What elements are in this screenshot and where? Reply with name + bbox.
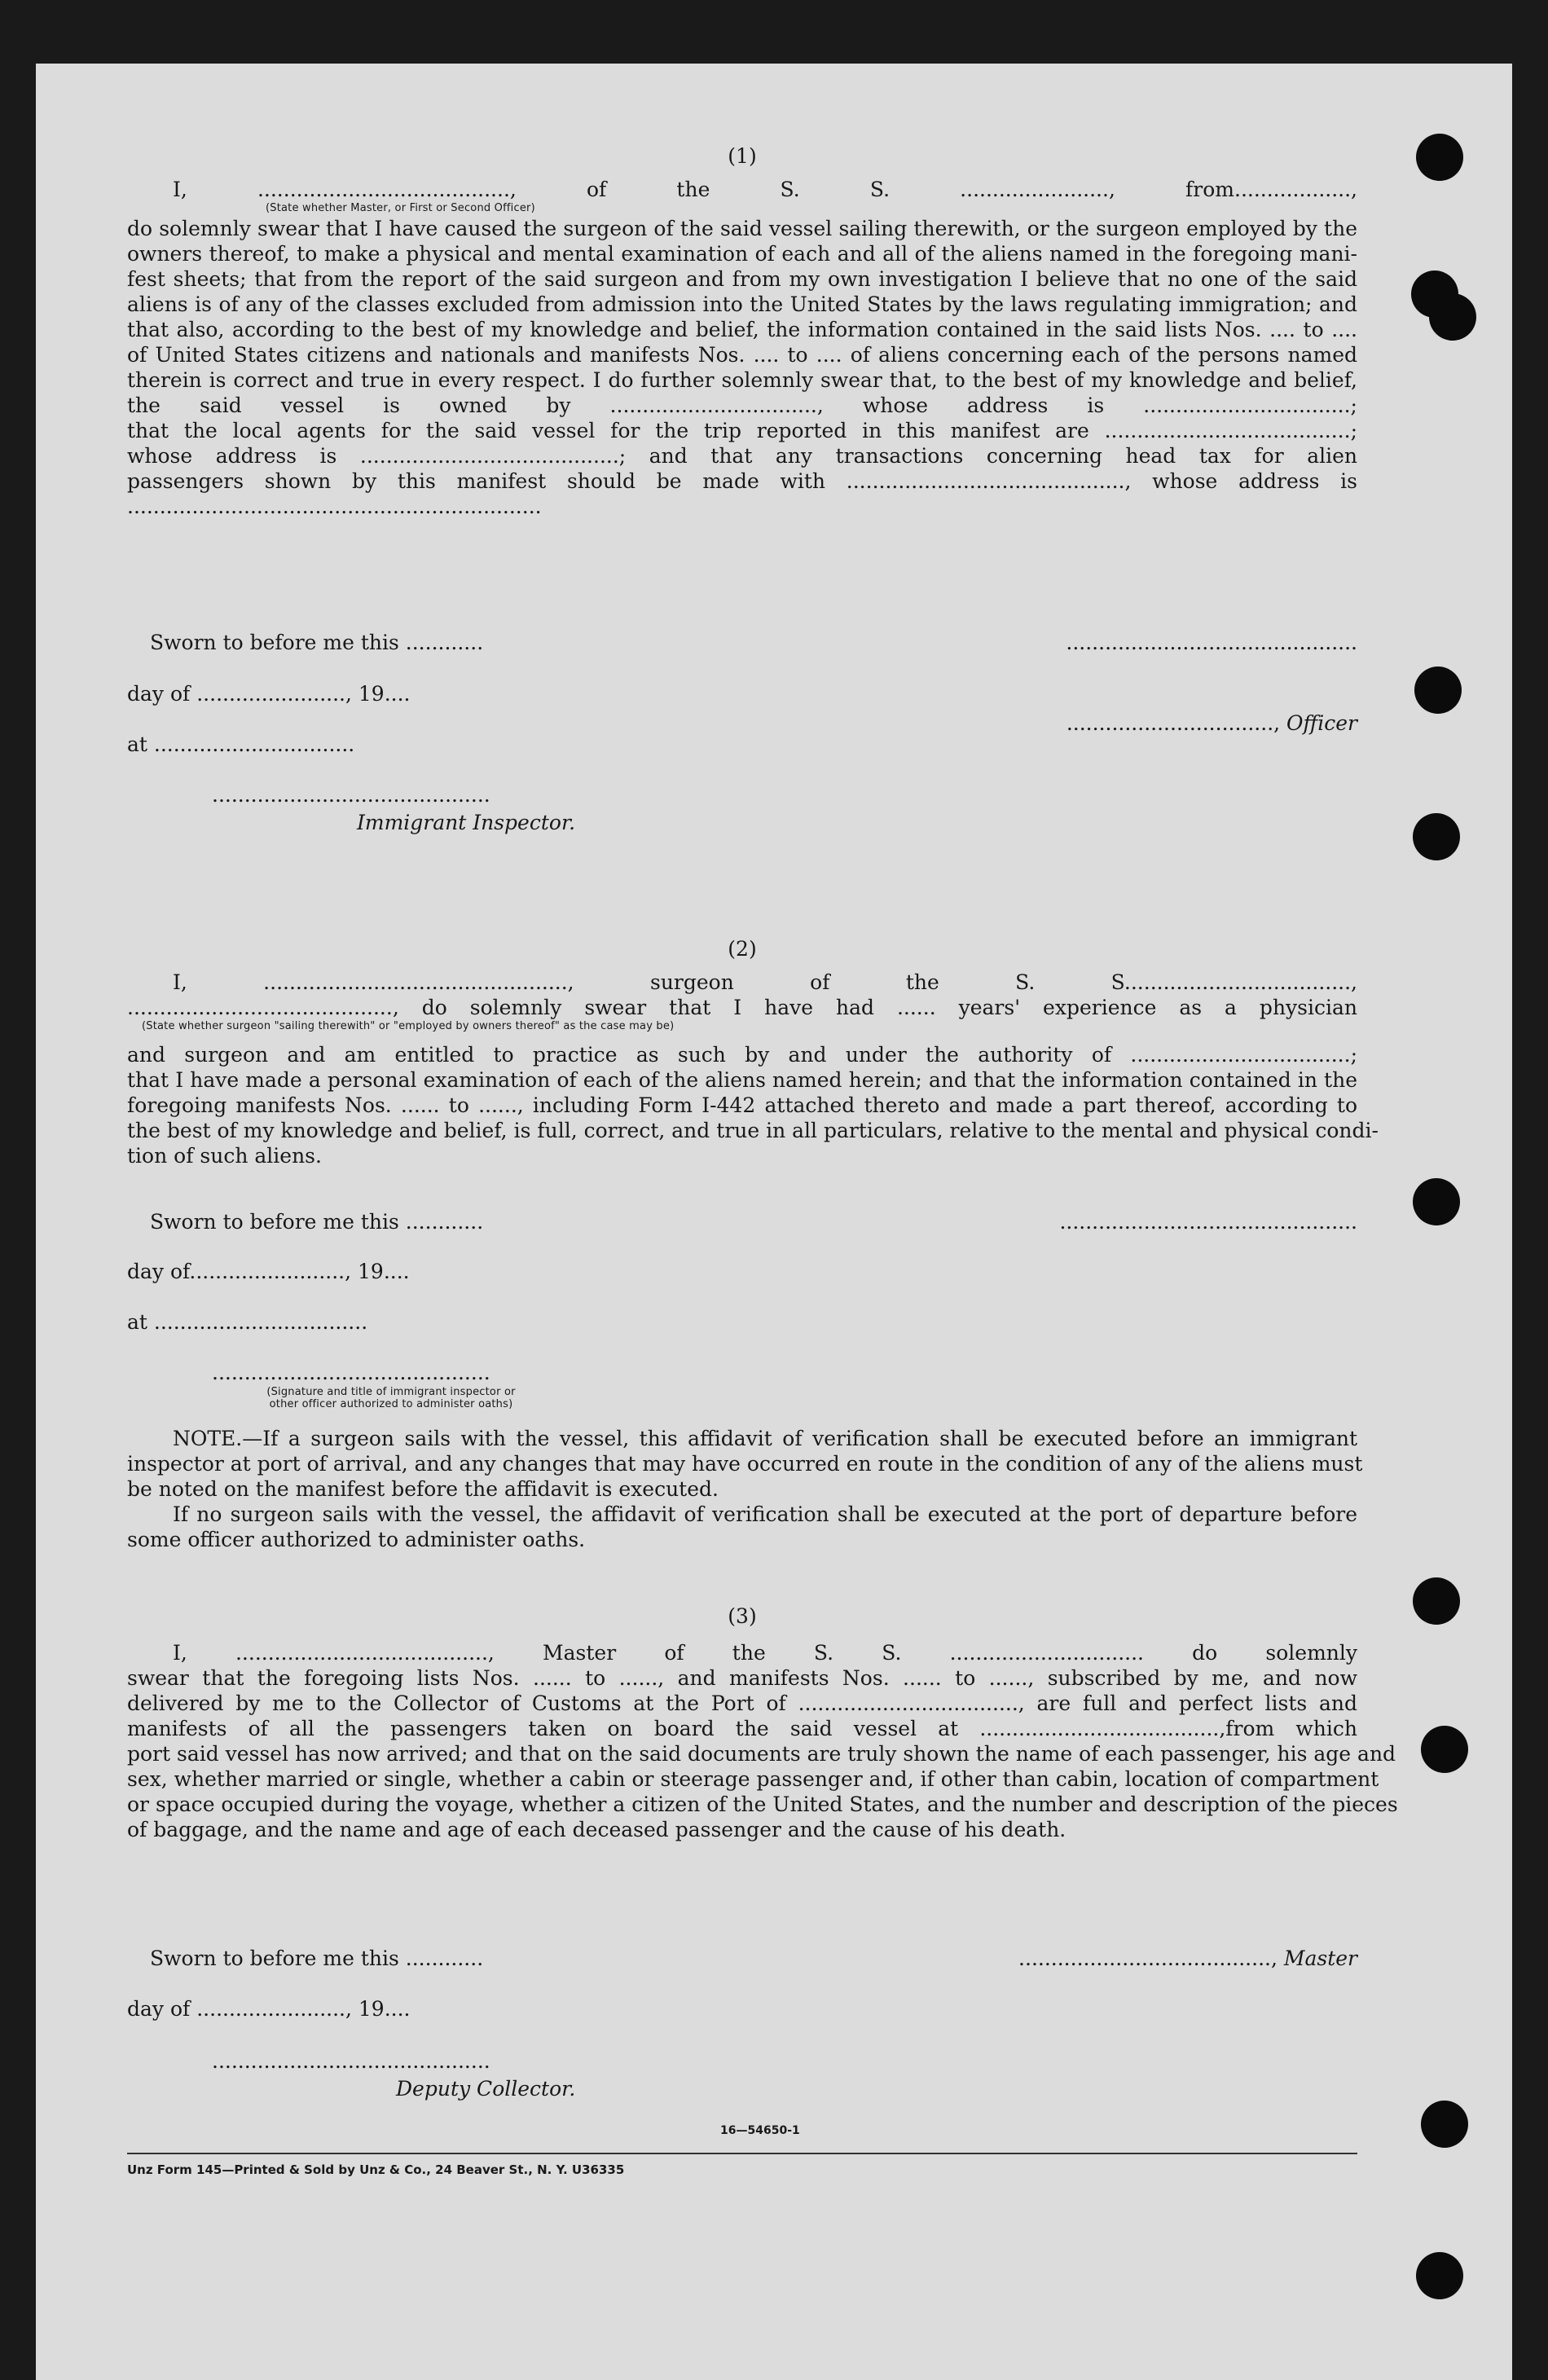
- section-1: [127, 143, 1357, 834]
- body-line: that I have made a personal examination of each of the aliens named herein; and that the information contained in the: [127, 1068, 1357, 1092]
- signature-line: ..............................................: [1059, 1210, 1357, 1234]
- binder-hole: [1414, 666, 1462, 714]
- day-line: day of ......................., 19....: [127, 1997, 411, 2021]
- section-3: [127, 1604, 1398, 2137]
- body-line: delivered by me to the Collector of Customs at the Port of .................................., are full and perfect lists and: [127, 1692, 1357, 1715]
- note-line: NOTE.—If a surgeon sails with the vessel, this affidavit of verification shall be executed before an immigrant: [173, 1427, 1357, 1450]
- body-line: do solemnly swear that I have caused the surgeon of the said vessel sailing therewith, or the surgeon employed by the: [127, 217, 1357, 240]
- body-line: the said vessel is owned by ................................, whose address is ................................;: [127, 394, 1357, 417]
- signature-caption: other officer authorized to administer oaths): [269, 1398, 513, 1410]
- sworn-line: Sworn to before me this ............: [150, 631, 484, 654]
- section-number: (3): [728, 1604, 757, 1628]
- footer-rule: [127, 2153, 1357, 2154]
- note-line: be noted on the manifest before the affidavit is executed.: [127, 1477, 719, 1501]
- body-line: manifests of all the passengers taken on board the said vessel at .....................................,from which: [127, 1717, 1357, 1740]
- body-line: tion of such aliens.: [127, 1144, 322, 1168]
- master-line: I, ......................................., of the S. S. ......................., from..................,: [173, 178, 1357, 201]
- body-line: the best of my knowledge and belief, is full, correct, and true in all particulars, relative to the mental and physical condi-: [127, 1119, 1379, 1142]
- binder-hole: [1413, 1178, 1460, 1225]
- at-line: at ...............................: [127, 732, 355, 756]
- signature-line: .............................................: [1066, 631, 1357, 654]
- body-line: whose address is ........................................; and that any transactions concerning head tax for alien: [127, 444, 1357, 468]
- inspector-signature-line: ...........................................: [212, 1361, 490, 1384]
- inspector-signature-line: ...........................................: [212, 783, 490, 807]
- binder-hole: [1421, 2101, 1468, 2148]
- field-caption: (State whether Master, or First or Second Officer): [266, 202, 535, 214]
- body-line: foregoing manifests Nos. ...... to ......, including Form I-442 attached thereto and made a part thereof, according to: [127, 1093, 1357, 1117]
- binder-hole: [1416, 2252, 1463, 2299]
- body-line: owners thereof, to make a physical and mental examination of each and all of the aliens named in the foregoing mani-: [127, 242, 1357, 266]
- field-caption: (State whether surgeon "sailing therewith" or "employed by owners thereof" as the case may be): [142, 1020, 675, 1032]
- body-line: swear that the foregoing lists Nos. ...... to ......, and manifests Nos. ...... to ......, subscribed by me, and now: [127, 1666, 1357, 1690]
- officer-signature-line: ................................,: [1066, 711, 1281, 735]
- note-line: inspector at port of arrival, and any changes that may have occurred en route in the condition of any of the aliens must: [127, 1452, 1363, 1476]
- sworn-line: Sworn to before me this ............: [150, 1947, 484, 1970]
- body-line: that the local agents for the said vessel for the trip reported in this manifest are ......................................;: [127, 419, 1357, 442]
- officer-label: Officer: [1286, 711, 1357, 735]
- body-line: or space occupied during the voyage, whether a citizen of the United States, and the number and description of the pieces: [127, 1793, 1398, 1816]
- body-line: and surgeon and am entitled to practice as such by and under the authority of ..................................;: [127, 1043, 1357, 1067]
- body-line: aliens is of any of the classes excluded from admission into the United States by the laws regulating immigration; and: [127, 293, 1357, 316]
- body-line: port said vessel has now arrived; and that on the said documents are truly shown the name of each passenger, his age and: [127, 1742, 1396, 1766]
- form-sheet: [36, 64, 1512, 2380]
- signature-caption: (Signature and title of immigrant inspector or: [266, 1386, 516, 1398]
- binder-hole: [1429, 293, 1476, 341]
- surgeon-line: ........................................., do solemnly swear that I have had ...... years' experience as a physician: [127, 996, 1357, 1019]
- binder-hole: [1421, 1726, 1468, 1773]
- body-line: fest sheets; that from the report of the said surgeon and from my own investigation I believe that no one of the said: [127, 267, 1357, 291]
- note-line: If no surgeon sails with the vessel, the affidavit of verification shall be executed at the port of departure before: [173, 1502, 1357, 1526]
- collector-signature-line: ...........................................: [212, 2049, 490, 2073]
- section-2: [127, 936, 1379, 1551]
- section-number: (1): [728, 144, 757, 168]
- body-line: I, ......................................., Master of the S. S. .............................. do solemnly: [173, 1641, 1357, 1665]
- body-line: of United States citizens and nationals and manifests Nos. .... to .... of aliens concerning each of the persons named: [127, 343, 1357, 367]
- binder-hole: [1413, 813, 1460, 860]
- body-line: ................................................................: [127, 495, 542, 518]
- body-line: sex, whether married or single, whether a cabin or steerage passenger and, if other than cabin, location of compartment: [127, 1767, 1379, 1791]
- at-line: at .................................: [127, 1310, 368, 1334]
- sworn-line: Sworn to before me this ............: [150, 1210, 484, 1234]
- section-number: (2): [728, 937, 757, 961]
- binder-hole: [1413, 1577, 1460, 1625]
- body-line: of baggage, and the name and age of each deceased passenger and the cause of his death.: [127, 1818, 1066, 1841]
- master-signature-line: .......................................,: [1018, 1947, 1278, 1970]
- printer-imprint: Unz Form 145—Printed & Sold by Unz & Co., 24 Beaver St., N. Y. U36335: [127, 2162, 625, 2177]
- form-code: 16—54650-1: [720, 2124, 800, 2137]
- body-line: passengers shown by this manifest should be made with ..........................................., whose address is: [127, 469, 1357, 493]
- body-line: that also, according to the best of my knowledge and belief, the information contained in the said lists Nos. .... to ....: [127, 318, 1357, 341]
- surgeon-line: I, ..............................................., surgeon of the S. S...................................,: [173, 970, 1357, 994]
- note-line: some officer authorized to administer oaths.: [127, 1528, 586, 1551]
- binder-hole: [1416, 134, 1463, 181]
- day-line: day of........................, 19....: [127, 1260, 410, 1283]
- master-label: Master: [1283, 1947, 1357, 1970]
- inspector-label: Immigrant Inspector.: [357, 811, 576, 834]
- day-line: day of ......................., 19....: [127, 682, 411, 706]
- body-line: therein is correct and true in every respect. I do further solemnly swear that, to the best of my knowledge and belief,: [127, 368, 1357, 392]
- collector-label: Deputy Collector.: [396, 2077, 576, 2101]
